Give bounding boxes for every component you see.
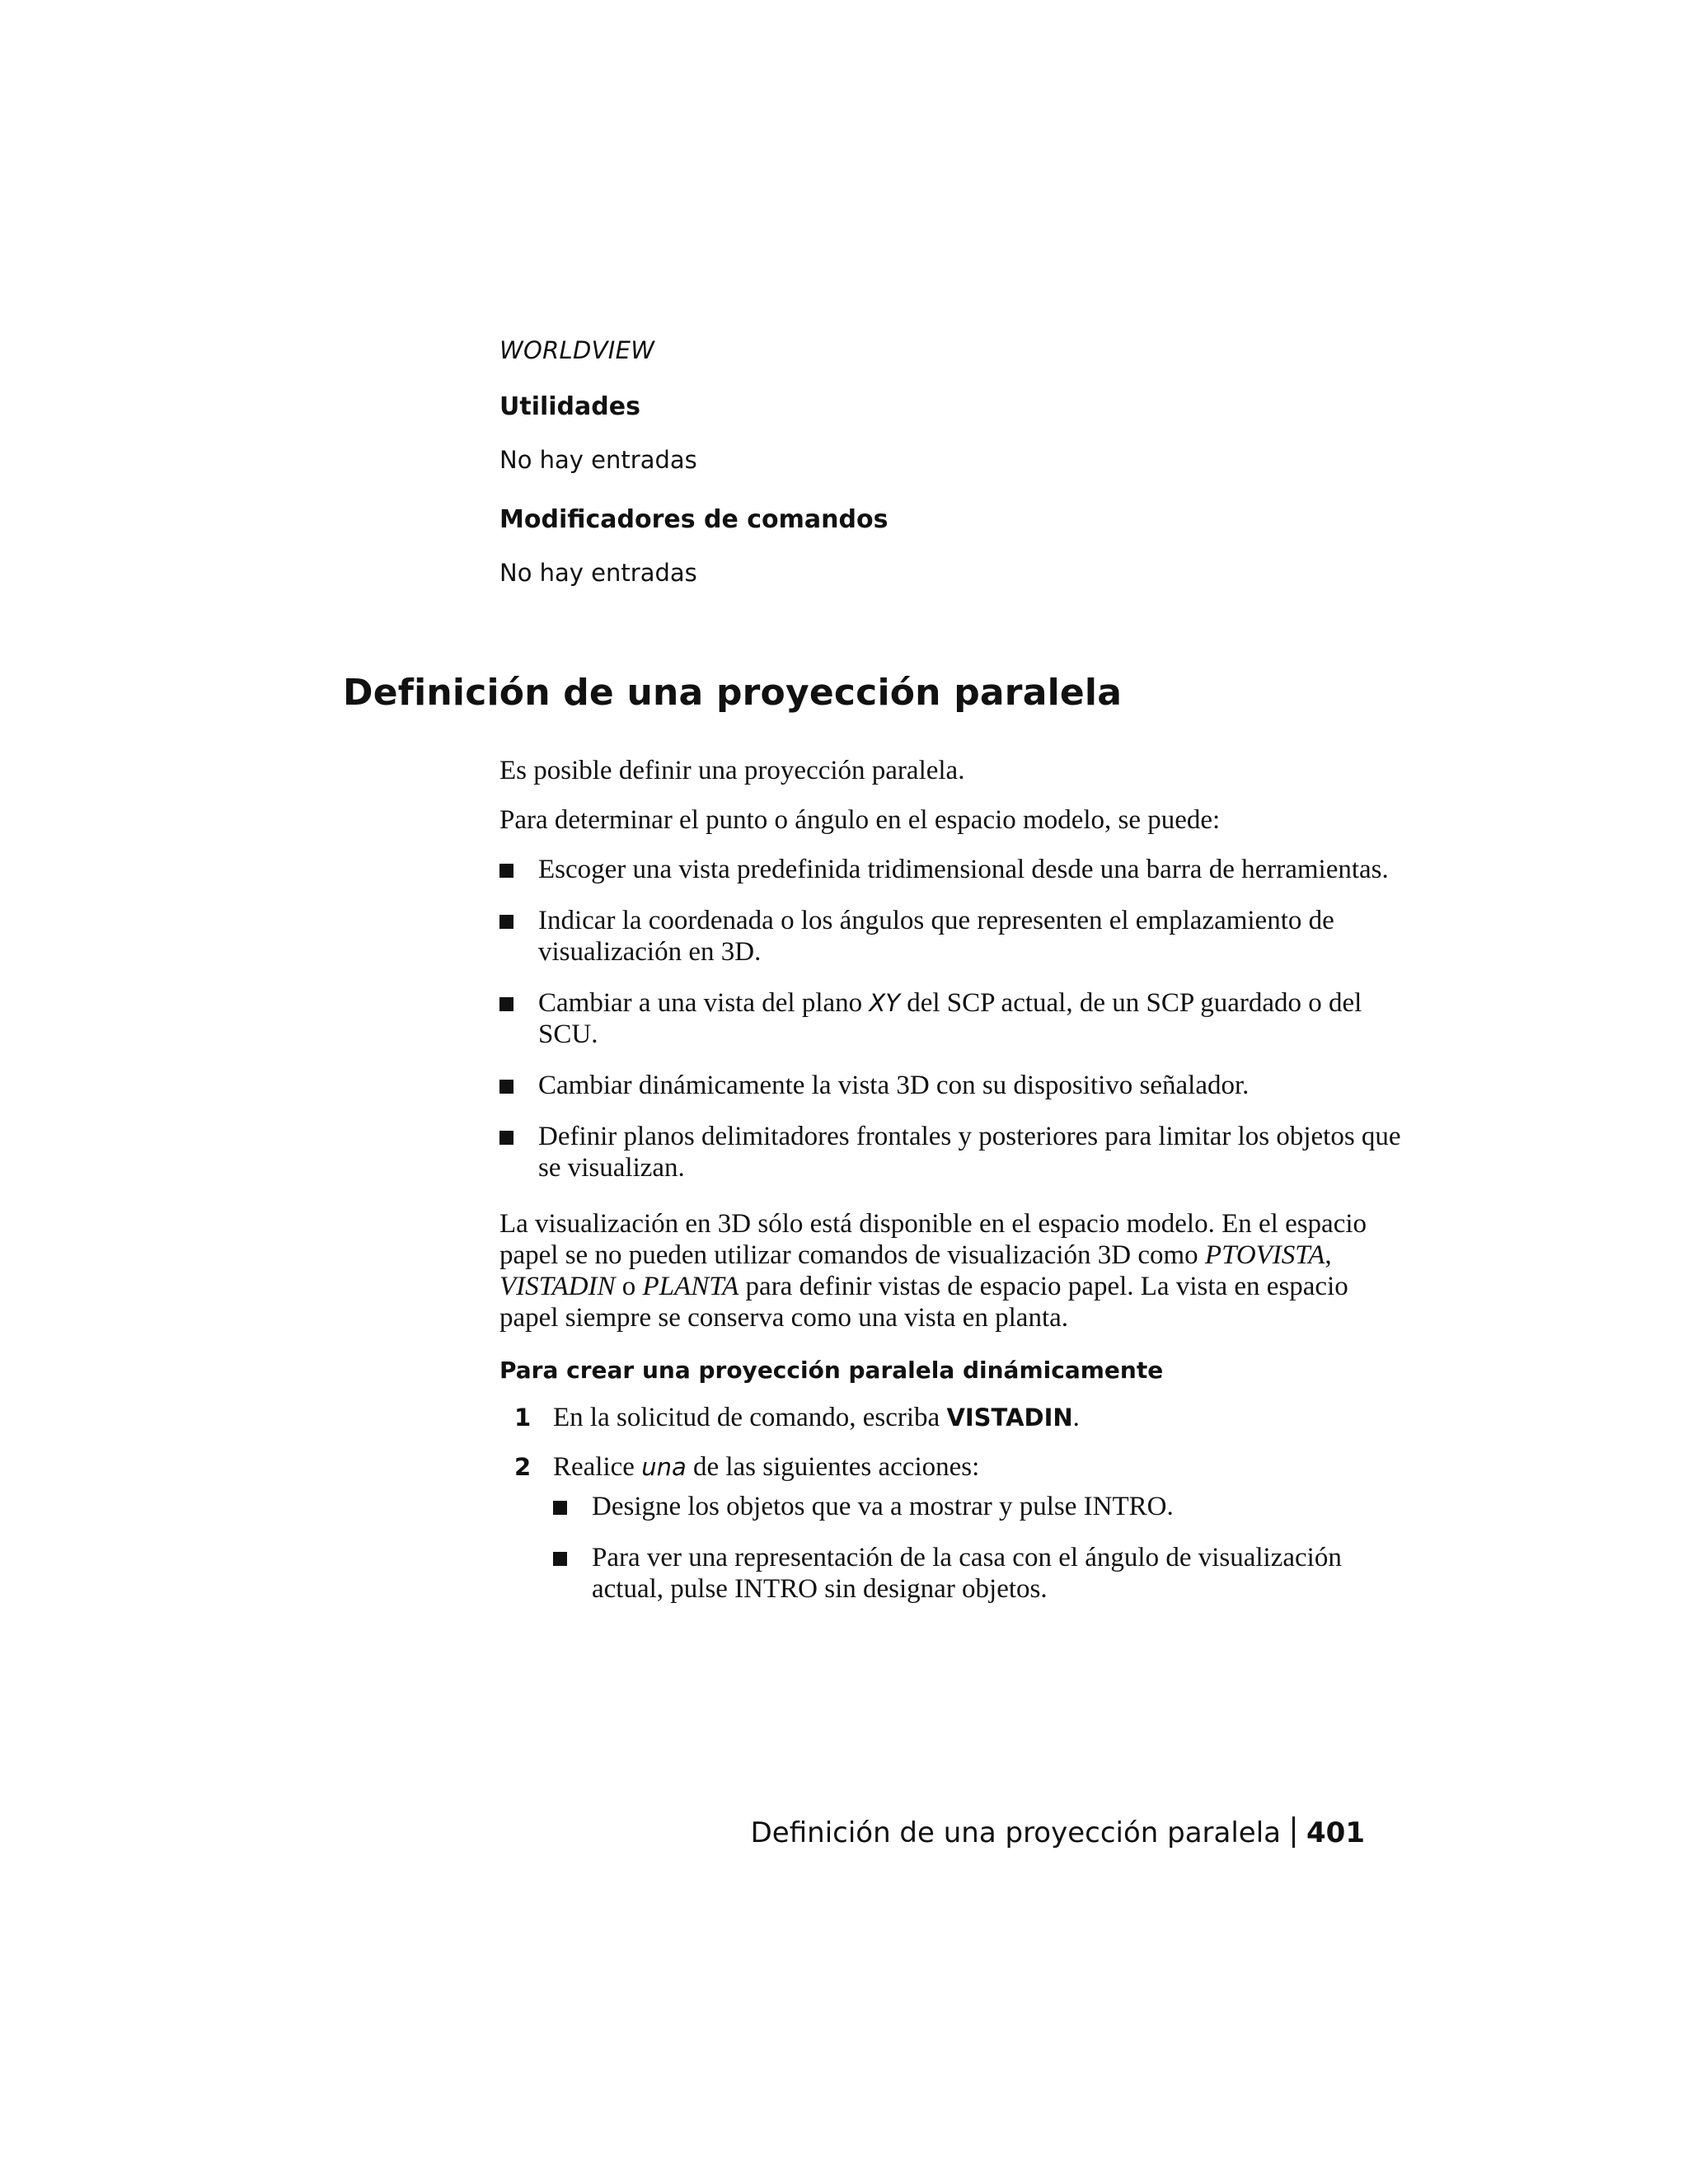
square-bullet-icon: [499, 1131, 513, 1145]
note-text: para definir vistas de espacio papel. La vista en espacio papel siempre se conserva como una vista en planta.: [499, 1272, 1348, 1333]
step-text-end: de las siguientes acciones:: [686, 1452, 980, 1482]
plane-name: XY: [869, 989, 900, 1017]
command-reference-block: [499, 336, 1406, 618]
list-item-text: Cambiar dinámicamente la vista 3D con su dispositivo señalador.: [538, 1071, 1250, 1100]
procedure-steps: [499, 1402, 1406, 1605]
list-item: [553, 1491, 1406, 1522]
section-title: Definición de una proyección paralela: [343, 672, 1123, 714]
step-number: 2: [514, 1453, 532, 1481]
utilities-text: No hay entradas: [499, 446, 697, 474]
emphasis-text: una: [641, 1453, 687, 1481]
footer-divider: [1292, 1816, 1295, 1848]
list-item: [499, 854, 1406, 885]
modifiers-heading: Modificadores de comandos: [499, 505, 889, 534]
list-item: [499, 1070, 1406, 1101]
procedure-step: [499, 1402, 1406, 1433]
running-title: Definición de una proyección paralela: [750, 1816, 1282, 1849]
square-bullet-icon: [499, 864, 513, 878]
list-item-text: Indicar la coordenada o los ángulos que representen el emplazamiento de visualización en 3D.: [538, 906, 1334, 967]
note-text: La visualización en 3D sólo está disponible en el espacio modelo. En el espacio papel se no pueden utilizar comandos de visualización 3D como: [499, 1209, 1367, 1270]
step-sub-list: [553, 1491, 1406, 1605]
step-text-end: .: [1072, 1403, 1080, 1432]
step-text: En la solicitud de comando, escriba: [553, 1403, 947, 1432]
list-item: [499, 1121, 1406, 1183]
intro-paragraph: Es posible definir una proyección paralela.: [499, 756, 965, 785]
square-bullet-icon: [499, 1080, 513, 1094]
command-ptovista: PTOVISTA: [1204, 1240, 1325, 1270]
command-keyword: VISTADIN: [946, 1404, 1073, 1432]
utilities-heading: Utilidades: [499, 392, 640, 421]
list-item: [499, 987, 1406, 1050]
list-item-text: Definir planos delimitadores frontales y posteriores para limitar los objetos que se visualizan.: [538, 1122, 1401, 1183]
procedure-heading: Para crear una proyección paralela dinámicamente: [499, 1357, 1164, 1384]
section-body: [499, 755, 1406, 1624]
modifiers-text: No hay entradas: [499, 559, 697, 587]
options-list: [499, 854, 1406, 1183]
note-paragraph: [499, 1208, 1406, 1333]
list-item: [499, 905, 1406, 968]
command-vistadin: VISTADIN: [499, 1272, 616, 1301]
square-bullet-icon: [553, 1501, 567, 1515]
step-number: 1: [514, 1404, 532, 1432]
square-bullet-icon: [553, 1552, 567, 1566]
list-item-text: Designe los objetos que va a mostrar y pulse INTRO.: [592, 1492, 1174, 1521]
list-item: [553, 1542, 1406, 1605]
procedure-step: [499, 1451, 1406, 1605]
command-name: WORLDVIEW: [499, 336, 655, 364]
page-number: 401: [1306, 1816, 1365, 1849]
step-text: Realice: [553, 1452, 642, 1482]
list-item-text-start: Cambiar a una vista del plano: [538, 988, 870, 1018]
note-text: o: [615, 1272, 643, 1301]
lead-paragraph: Para determinar el punto o ángulo en el espacio modelo, se puede:: [499, 805, 1221, 835]
note-text: ,: [1325, 1240, 1332, 1270]
page-footer: [751, 1816, 1365, 1849]
list-item-text: Para ver una representación de la casa con el ángulo de visualización actual, pulse INTRO sin designar objetos.: [592, 1543, 1342, 1604]
square-bullet-icon: [499, 915, 513, 929]
square-bullet-icon: [499, 997, 513, 1011]
list-item-text: Escoger una vista predefinida tridimensional desde una barra de herramientas.: [538, 855, 1389, 884]
list-item-text-end: del SCP actual, de un SCP guardado o del SCU.: [538, 988, 1362, 1049]
command-planta: PLANTA: [642, 1272, 739, 1301]
